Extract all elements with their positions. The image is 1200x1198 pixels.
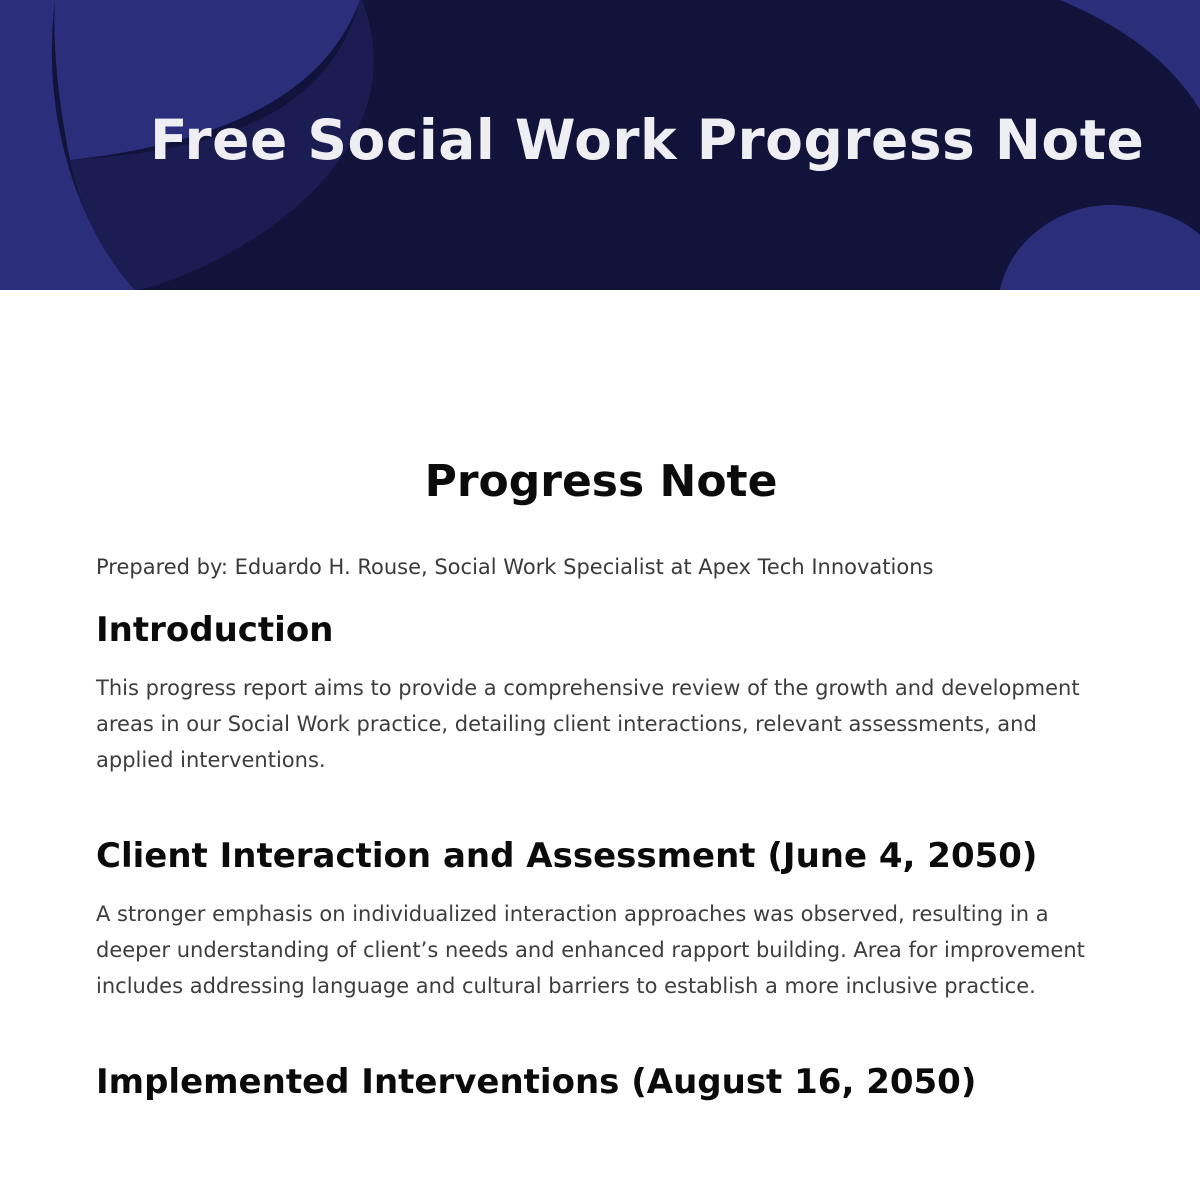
section-paragraph: This progress report aims to provide a comprehensive review of the growth and development areas in our Social Work practice, detailing client interactions, relevant assessments, and applied interventions. — [96, 676, 1080, 772]
header-banner — [0, 0, 1200, 290]
section-heading: Client Interaction and Assessment (June 4, 2050) — [96, 836, 1038, 876]
section-paragraph: A stronger emphasis on individualized interaction approaches was observed, resulting in a deeper understanding of client’s needs and enhanced rapport building. Area for improvement includes addressing language and cultural barriers to establish a more inclusive practice. — [96, 902, 1085, 998]
document-body — [96, 290, 1106, 1104]
section-heading: Introduction — [96, 610, 334, 650]
section-implemented-interventions — [96, 1060, 1106, 1104]
banner-title: Free Social Work Progress Note — [150, 108, 1145, 172]
banner-top-right-shape — [1060, 0, 1200, 110]
banner-bottom-right-shape — [1000, 205, 1200, 290]
section-heading: Implemented Interventions (August 16, 2050) — [96, 1062, 977, 1102]
section-client-interaction — [96, 834, 1106, 1004]
prepared-by: Prepared by: Eduardo H. Rouse, Social Work Specialist at Apex Tech Innovations — [96, 555, 934, 579]
section-introduction — [96, 608, 1106, 778]
document-title: Progress Note — [424, 456, 778, 507]
